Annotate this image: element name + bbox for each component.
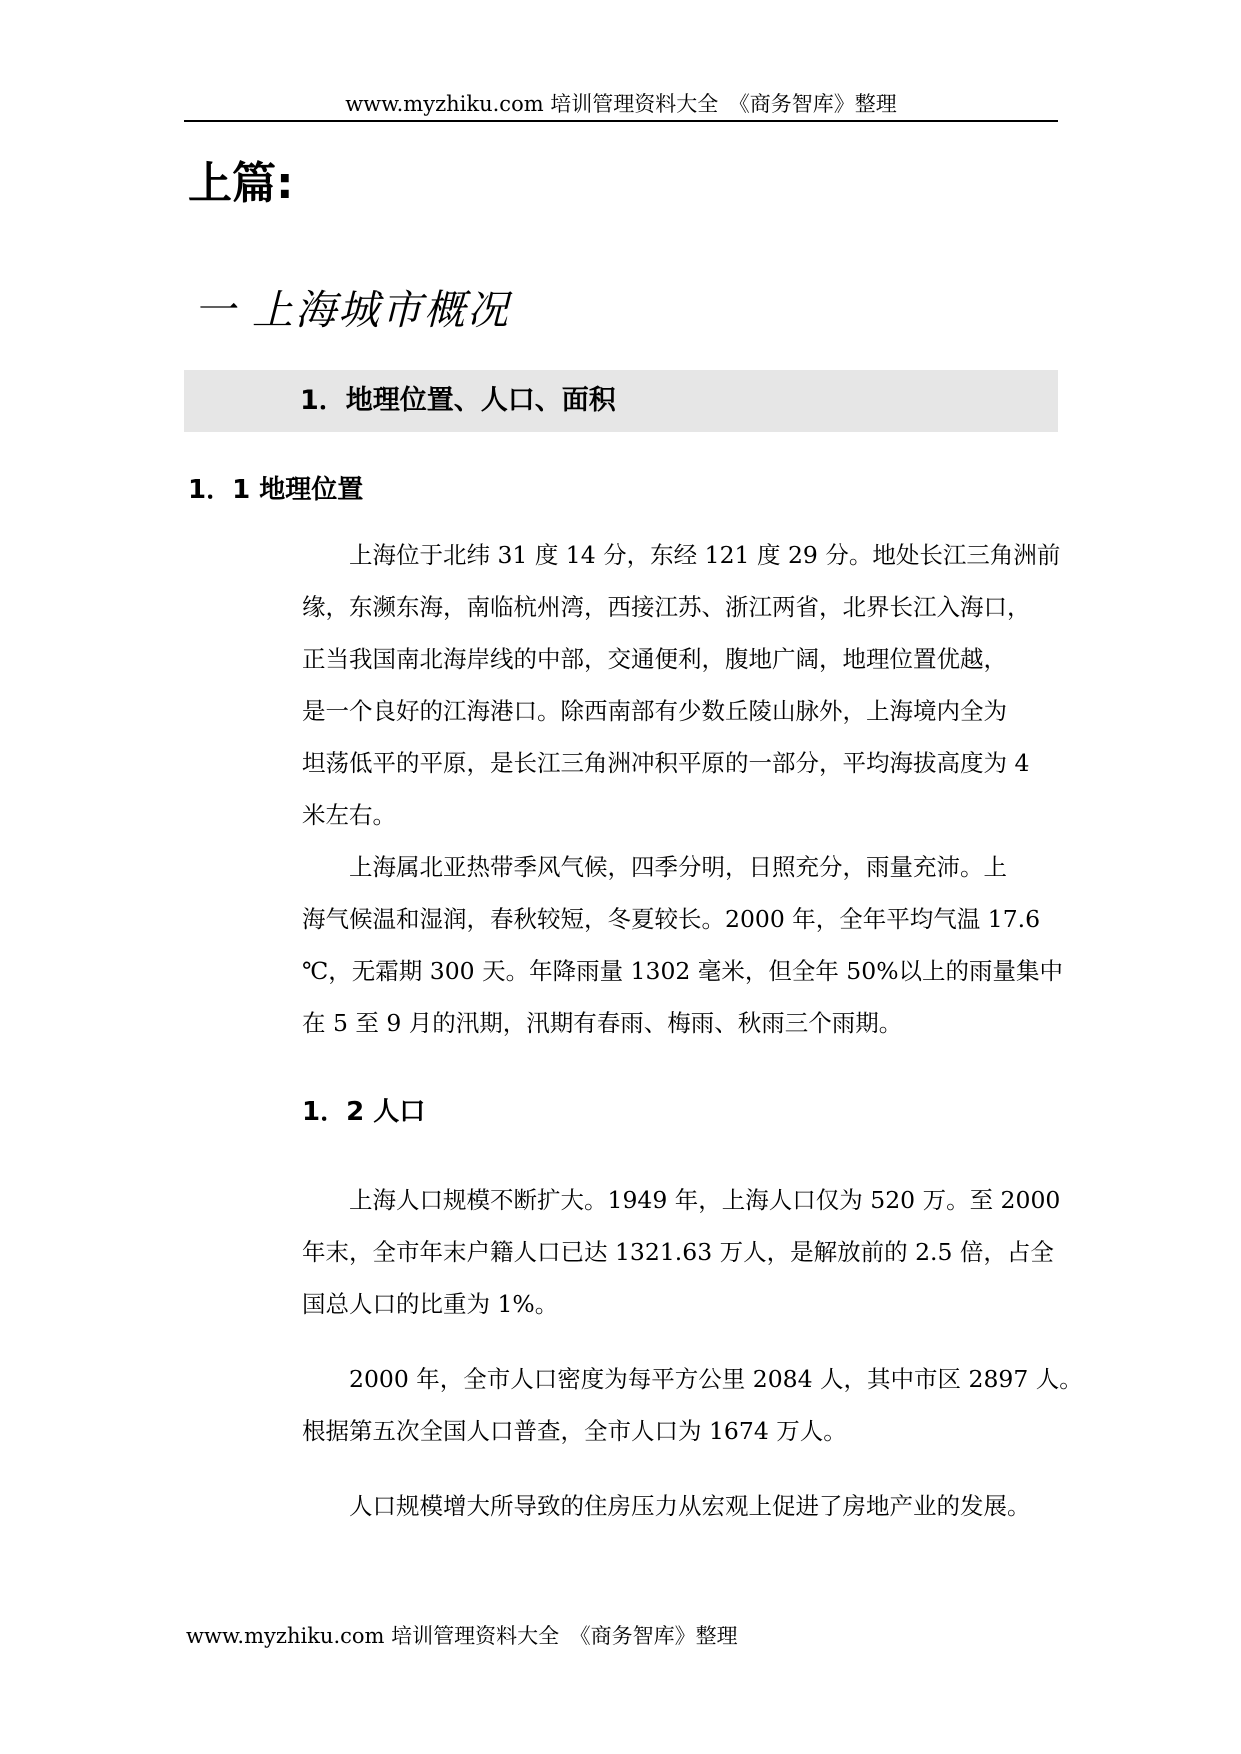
paragraph-population-density: [302, 1353, 1083, 1457]
page-footer: www.myzhiku.com 培训管理资料大全 《商务智库》整理: [186, 1624, 738, 1648]
section-heading-band: [184, 370, 1058, 432]
text-line: 海气候温和湿润，春秋较短，冬夏较长。2000 年，全年平均气温 17.6: [302, 905, 1041, 933]
paragraph-population-growth: [302, 1174, 1060, 1330]
text-line: 年末，全市年末户籍人口已达 1321.63 万人，是解放前的 2.5 倍，占全: [302, 1238, 1054, 1266]
text-line: 缘，东濒东海，南临杭州湾，西接江苏、浙江两省，北界长江入海口，: [302, 593, 1031, 621]
subsection-title-population: 1．2 人口: [302, 1097, 426, 1127]
subsection-title-geography: 1．1 地理位置: [188, 475, 364, 505]
text-line: 人口规模增大所导致的住房压力从宏观上促进了房地产业的发展。: [302, 1492, 1031, 1520]
chapter-title: 一 上海城市概况: [194, 286, 511, 334]
text-line: 根据第五次全国人口普查，全市人口为 1674 万人。: [302, 1417, 847, 1445]
paragraph-population-housing: [302, 1480, 1060, 1532]
text-line: 在 5 至 9 月的汛期，汛期有春雨、梅雨、秋雨三个雨期。: [302, 1009, 903, 1037]
text-line: 上海属北亚热带季风气候，四季分明，日照充分，雨量充沛。上: [302, 853, 1007, 881]
text-line: 米左右。: [302, 801, 396, 829]
paragraph-geography-location: [302, 529, 1060, 841]
text-line: 上海人口规模不断扩大。1949 年，上海人口仅为 520 万。至 2000: [302, 1186, 1061, 1214]
header-rule: [184, 120, 1058, 122]
text-line: 正当我国南北海岸线的中部，交通便利，腹地广阔，地理位置优越，: [302, 645, 1007, 673]
text-line: 是一个良好的江海港口。除西南部有少数丘陵山脉外，上海境内全为: [302, 697, 1007, 725]
text-line: 国总人口的比重为 1%。: [302, 1290, 559, 1318]
text-line: 坦荡低平的平原，是长江三角洲冲积平原的一部分，平均海拔高度为 4: [302, 749, 1030, 777]
text-line: ℃，无霜期 300 天。年降雨量 1302 毫米，但全年 50%以上的雨量集中: [302, 957, 1064, 985]
part-title: 上篇:: [188, 158, 294, 209]
paragraph-geography-climate: [302, 841, 1064, 1049]
page-header: www.myzhiku.com 培训管理资料大全 《商务智库》整理: [345, 92, 897, 116]
section-title: 1．地理位置、人口、面积: [300, 385, 616, 416]
text-line: 上海位于北纬 31 度 14 分，东经 121 度 29 分。地处长江三角洲前: [302, 541, 1061, 569]
text-line: 2000 年，全市人口密度为每平方公里 2084 人，其中市区 2897 人。: [302, 1365, 1083, 1393]
